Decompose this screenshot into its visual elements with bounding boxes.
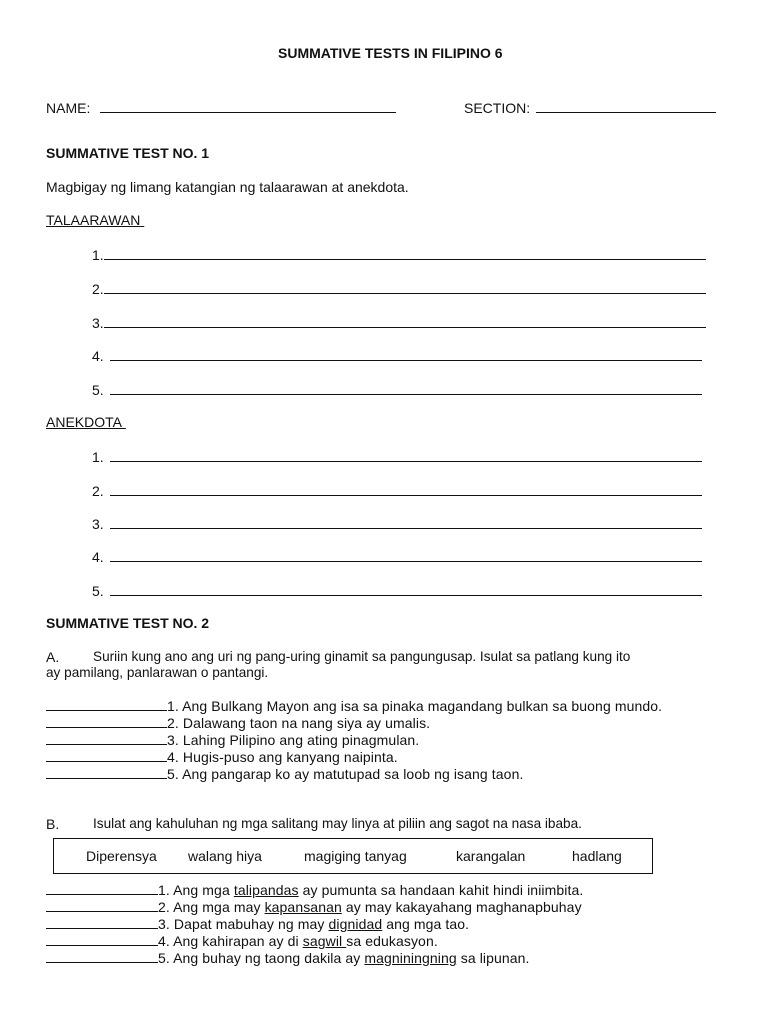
name-label: NAME: xyxy=(46,100,91,116)
answer-blank[interactable] xyxy=(46,882,158,895)
partB-item[interactable] xyxy=(46,933,438,949)
test1-heading: SUMMATIVE TEST NO. 1 xyxy=(46,145,210,161)
partA-letter: A. xyxy=(46,649,60,665)
question-text-start: 5. Ang buhay ng taong dakila ay xyxy=(158,950,365,966)
talaarawan-item[interactable] xyxy=(92,315,706,331)
question-text-end: ay pumunta sa handaan kahit hindi iniimbita. xyxy=(298,882,584,898)
name-field[interactable] xyxy=(46,100,396,116)
question-text-end: ay may kakayahang maghanapbuhay xyxy=(341,899,582,915)
question-text-end: sa edukasyon. xyxy=(346,933,438,949)
answer-line[interactable] xyxy=(104,315,706,328)
item-number: 2. xyxy=(92,281,104,297)
choice-word: walang hiya xyxy=(188,848,262,864)
item-number: 5. xyxy=(92,382,104,398)
section-field[interactable] xyxy=(464,100,716,116)
partA-item[interactable] xyxy=(46,715,430,731)
underlined-word: sagwil xyxy=(302,933,347,949)
talaarawan-item[interactable] xyxy=(92,382,702,398)
anekdota-item[interactable] xyxy=(92,449,702,465)
answer-line[interactable] xyxy=(110,348,702,361)
page-title: SUMMATIVE TESTS IN FILIPINO 6 xyxy=(278,45,503,61)
item-number: 3. xyxy=(92,315,104,331)
answer-blank[interactable] xyxy=(46,950,158,963)
partA-item[interactable] xyxy=(46,732,419,748)
underlined-word: kapansanan xyxy=(264,899,342,915)
answer-blank[interactable] xyxy=(46,899,158,912)
answer-line[interactable] xyxy=(104,281,706,294)
question-text-end: ang mga tao. xyxy=(382,916,470,932)
word-choice-box xyxy=(53,838,653,874)
question-text-start: 3. Dapat mabuhay ng may xyxy=(158,916,329,932)
test1-instruction: Magbigay ng limang katangian ng talaarawan at anekdota. xyxy=(46,179,409,195)
partB-item[interactable] xyxy=(46,899,582,915)
item-number: 1. xyxy=(92,247,104,263)
answer-line[interactable] xyxy=(110,382,702,395)
item-number: 4. xyxy=(92,549,104,565)
partB-letter: B. xyxy=(46,816,60,832)
question-text: 3. Lahing Pilipino ang ating pinagmulan. xyxy=(167,732,420,748)
question-text: 5. Ang pangarap ko ay matutupad sa loob ng isang taon. xyxy=(167,766,524,782)
answer-blank[interactable] xyxy=(46,715,167,728)
talaarawan-item[interactable] xyxy=(92,247,706,263)
anekdota-item[interactable] xyxy=(92,549,702,565)
partB-item[interactable] xyxy=(46,916,469,932)
choice-word: hadlang xyxy=(572,848,622,864)
talaarawan-label-text: TALAARAWAN xyxy=(46,212,141,228)
partA-item[interactable] xyxy=(46,749,398,765)
section-label: SECTION: xyxy=(464,100,531,116)
question-text-end: sa lipunan. xyxy=(456,950,530,966)
answer-blank[interactable] xyxy=(46,933,158,946)
question-text-start: 1. Ang mga xyxy=(158,882,234,898)
partB-instruction: Isulat ang kahuluhan ng mga salitang may linya at piliin ang sagot na nasa ibaba. xyxy=(93,816,582,831)
underlined-word: dignidad xyxy=(328,916,383,932)
answer-blank[interactable] xyxy=(46,749,167,762)
item-number: 3. xyxy=(92,516,104,532)
answer-line[interactable] xyxy=(110,516,702,529)
anekdota-item[interactable] xyxy=(92,516,702,532)
answer-blank[interactable] xyxy=(46,916,158,929)
partA-item[interactable] xyxy=(46,698,662,714)
partA-instruction-line1: Suriin kung ano ang uri ng pang-uring ginamit sa pangungusap. Isulat sa patlang kung ito xyxy=(93,649,631,664)
answer-line[interactable] xyxy=(104,247,706,260)
name-blank[interactable] xyxy=(100,100,396,113)
partA-instruction-line2: ay pamilang, panlarawan o pantangi. xyxy=(46,665,269,680)
talaarawan-item[interactable] xyxy=(92,281,706,297)
item-number: 2. xyxy=(92,483,104,499)
choice-word: magiging tanyag xyxy=(304,848,407,864)
anekdota-item[interactable] xyxy=(92,583,702,599)
talaarawan-label xyxy=(46,212,144,228)
answer-line[interactable] xyxy=(110,549,702,562)
test2-heading: SUMMATIVE TEST NO. 2 xyxy=(46,615,210,631)
partA-item[interactable] xyxy=(46,766,523,782)
anekdota-label xyxy=(46,414,126,430)
choice-word: karangalan xyxy=(456,848,526,864)
talaarawan-item[interactable] xyxy=(92,348,702,364)
underlined-word: talipandas xyxy=(233,882,299,898)
underlined-word: magniningning xyxy=(364,950,457,966)
answer-line[interactable] xyxy=(110,449,702,462)
item-number: 1. xyxy=(92,449,104,465)
question-text-start: 4. Ang kahirapan ay di xyxy=(158,933,303,949)
answer-line[interactable] xyxy=(110,483,702,496)
anekdota-item[interactable] xyxy=(92,483,702,499)
answer-blank[interactable] xyxy=(46,698,167,711)
partB-item[interactable] xyxy=(46,882,583,898)
question-text: 4. Hugis-puso ang kanyang naipinta. xyxy=(167,749,398,765)
partB-item[interactable] xyxy=(46,950,530,966)
answer-line[interactable] xyxy=(110,583,702,596)
section-blank[interactable] xyxy=(536,100,716,113)
answer-blank[interactable] xyxy=(46,766,167,779)
question-text: 1. Ang Bulkang Mayon ang isa sa pinaka magandang bulkan sa buong mundo. xyxy=(167,698,663,714)
item-number: 4. xyxy=(92,348,104,364)
item-number: 5. xyxy=(92,583,104,599)
question-text-start: 2. Ang mga may xyxy=(158,899,265,915)
question-text: 2. Dalawang taon na nang siya ay umalis. xyxy=(167,715,431,731)
choice-word: Diperensya xyxy=(86,848,157,864)
anekdota-label-text: ANEKDOTA xyxy=(46,414,122,430)
answer-blank[interactable] xyxy=(46,732,167,745)
